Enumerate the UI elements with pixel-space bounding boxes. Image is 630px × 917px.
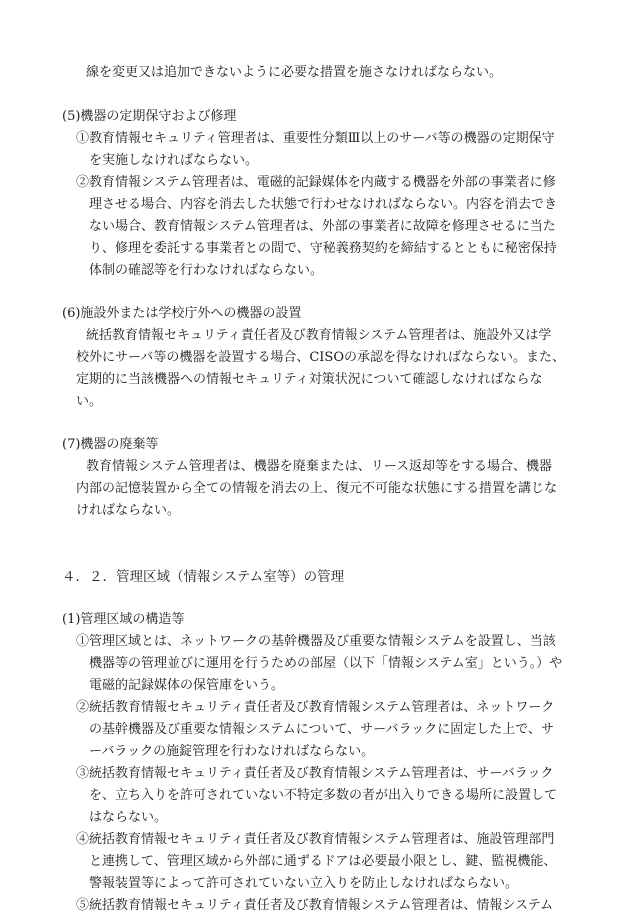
s1-item3-line2: を、立ち入りを許可されていない不特定多数の者が出入りできる場所に設置して <box>89 788 558 803</box>
s5-item2-line4: り、修理を委託する事業者との間で、守秘義務契約を締結するとともに秘密保持 <box>89 241 557 256</box>
heading-1: (1)管理区域の構造等 <box>62 612 185 627</box>
heading-5: (5)機器の定期保守および修理 <box>62 109 237 124</box>
s1-item5-line1: ⑤統括教育情報セキュリティ責任者及び教育情報システム管理者は、情報システム <box>76 898 554 913</box>
intro-line: 線を変更又は追加できないように必要な措置を施さなければならない。 <box>86 65 503 80</box>
s6-line1: 統括教育情報セキュリティ責任者及び教育情報システム管理者は、施設外又は学 <box>86 328 552 343</box>
s6-line2: 校外にサーバ等の機器を設置する場合、CISOの承認を得なければならない。また、 <box>76 350 565 365</box>
s1-item1-line2: 機器等の管理並びに運用を行うための部屋（以下「情報システム室」という。）や <box>89 656 563 671</box>
s5-item2-line3: ない場合、教育情報システム管理者は、外部の事業者に故障を修理させるに当た <box>89 219 556 234</box>
s7-line1: 教育情報システム管理者は、機器を廃棄または、リース返却等をする場合、機器 <box>86 459 553 474</box>
s5-item1-line1: ①教育情報セキュリティ管理者は、重要性分類Ⅲ以上のサーバ等の機器の定期保守 <box>76 131 555 146</box>
s7-line2: 内部の記憶装置から全ての情報を消去の上、復元不可能な状態にする措置を講じな <box>76 481 558 496</box>
s7-line3: ければならない。 <box>76 503 181 518</box>
s1-item4-line2: と連携して、管理区域から外部に通ずるドアは必要最小限とし、鍵、監視機能、 <box>89 854 557 869</box>
s5-item2-line1: ②教育情報システム管理者は、電磁的記録媒体を内蔵する機器を外部の事業者に修 <box>76 175 556 190</box>
s6-line3: 定期的に当該機器への情報セキュリティ対策状況について確認しなければならな <box>76 372 543 387</box>
s1-item3-line1: ③統括教育情報セキュリティ責任者及び教育情報システム管理者は、サーバラック <box>76 766 554 781</box>
heading-7: (7)機器の廃棄等 <box>62 437 159 452</box>
s5-item1-line2: を実施しなければならない。 <box>89 153 259 168</box>
s1-item2-line1: ②統括教育情報セキュリティ責任者及び教育情報システム管理者は、ネットワーク <box>76 700 555 715</box>
heading-6: (6)施設外または学校庁外への機器の設置 <box>62 306 302 321</box>
s5-item2-line5: 体制の確認等を行わなければならない。 <box>89 263 324 278</box>
s1-item1-line3: 電磁的記録媒体の保管庫をいう。 <box>89 678 285 693</box>
s6-line4: い。 <box>76 394 103 409</box>
s1-item1-line1: ①管理区域とは、ネットワークの基幹機器及び重要な情報システムを設置し、当該 <box>76 634 556 649</box>
s1-item4-line1: ④統括教育情報セキュリティ責任者及び教育情報システム管理者は、施設管理部門 <box>76 832 555 847</box>
s1-item2-line3: ーバラックの施錠管理を行わなければならない。 <box>89 744 375 759</box>
s1-item2-line2: の基幹機器及び重要な情報システムについて、サーバラックに固定した上で、サ <box>89 722 555 737</box>
section-4-2-heading: ４．２．管理区域（情報システム室等）の管理 <box>62 569 345 585</box>
s1-item4-line3: 警報装置等によって許可されていない立入りを防止しなければならない。 <box>89 876 519 891</box>
s1-item3-line3: はならない。 <box>89 810 168 825</box>
s5-item2-line2: 理させる場合、内容を消去した状態で行わせなければならない。内容を消去でき <box>89 197 558 212</box>
